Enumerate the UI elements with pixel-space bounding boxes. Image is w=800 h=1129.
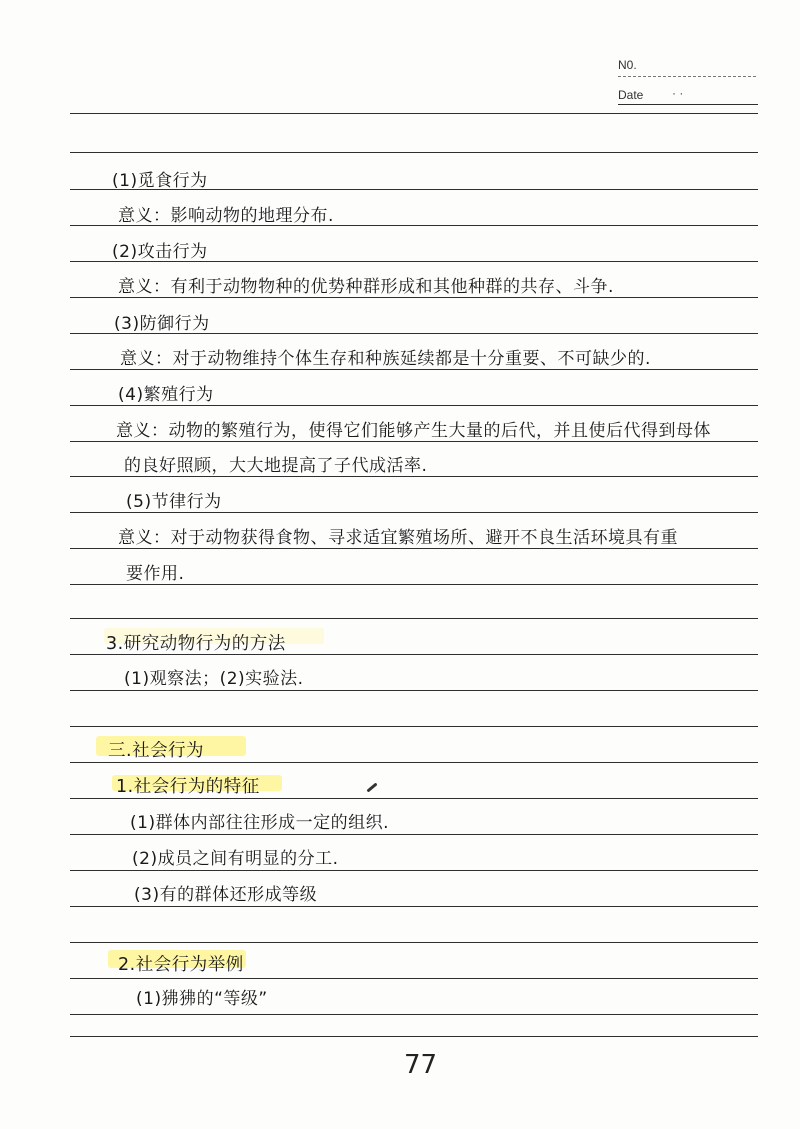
- note-line: (1)观察法；(2)实验法.: [124, 669, 304, 689]
- note-line: (4)繁殖行为: [118, 385, 214, 405]
- note-line: (1)群体内部往往形成一定的组织.: [130, 813, 389, 833]
- note-line: 意义：对于动物维持个体生存和种族延续都是十分重要、不可缺少的.: [120, 349, 651, 369]
- ruled-line: [70, 152, 758, 153]
- note-line: (2)成员之间有明显的分工.: [132, 849, 339, 869]
- note-line: 意义：有利于动物物种的优势种群形成和其他种群的共存、斗争.: [118, 277, 614, 297]
- page-number: 77: [404, 1050, 438, 1080]
- ruled-line: [70, 113, 758, 114]
- ruled-line: [70, 690, 758, 691]
- ruled-line: [70, 1036, 758, 1037]
- note-line: 意义：动物的繁殖行为，使得它们能够产生大量的后代，并且使后代得到母体: [116, 421, 711, 441]
- no-field: [618, 58, 758, 72]
- ruled-line: [70, 798, 758, 799]
- ruled-line: [70, 762, 758, 763]
- date-label: Date: [618, 88, 644, 102]
- no-label: N0.: [618, 58, 637, 72]
- ruled-line: [70, 1014, 758, 1015]
- section-heading: 2.社会行为举例: [118, 955, 244, 975]
- ruled-line: [70, 834, 758, 835]
- date-dots: · ·: [672, 86, 684, 100]
- ruled-line: [70, 942, 758, 943]
- no-dash-line: [618, 76, 756, 77]
- ruled-line: [70, 726, 758, 727]
- note-line: (3)有的群体还形成等级: [134, 885, 318, 905]
- note-line: (2)攻击行为: [112, 242, 208, 262]
- date-field: [618, 88, 758, 102]
- note-line: (5)节律行为: [126, 492, 222, 512]
- section-heading: 1.社会行为的特征: [116, 777, 260, 797]
- ruled-line: [618, 104, 758, 105]
- note-line: (1)觅食行为: [112, 171, 208, 191]
- note-line: 要作用.: [126, 564, 185, 584]
- note-line: 意义：对于动物获得食物、寻求适宜繁殖场所、避开不良生活环境具有重: [118, 528, 678, 548]
- note-line: 意义：影响动物的地理分布.: [118, 206, 334, 226]
- note-line: 的良好照顾，大大地提高了子代成活率.: [124, 456, 428, 476]
- section-heading: 3.研究动物行为的方法: [106, 634, 286, 654]
- note-line: (3)防御行为: [114, 314, 210, 334]
- ruled-line: [70, 618, 758, 619]
- ruled-line: [70, 870, 758, 871]
- note-line: (1)狒狒的“等级”: [136, 989, 268, 1009]
- pen-mark: [366, 782, 377, 792]
- ruled-line: [70, 978, 758, 979]
- ruled-line: [70, 906, 758, 907]
- chapter-heading: 三.社会行为: [108, 741, 205, 761]
